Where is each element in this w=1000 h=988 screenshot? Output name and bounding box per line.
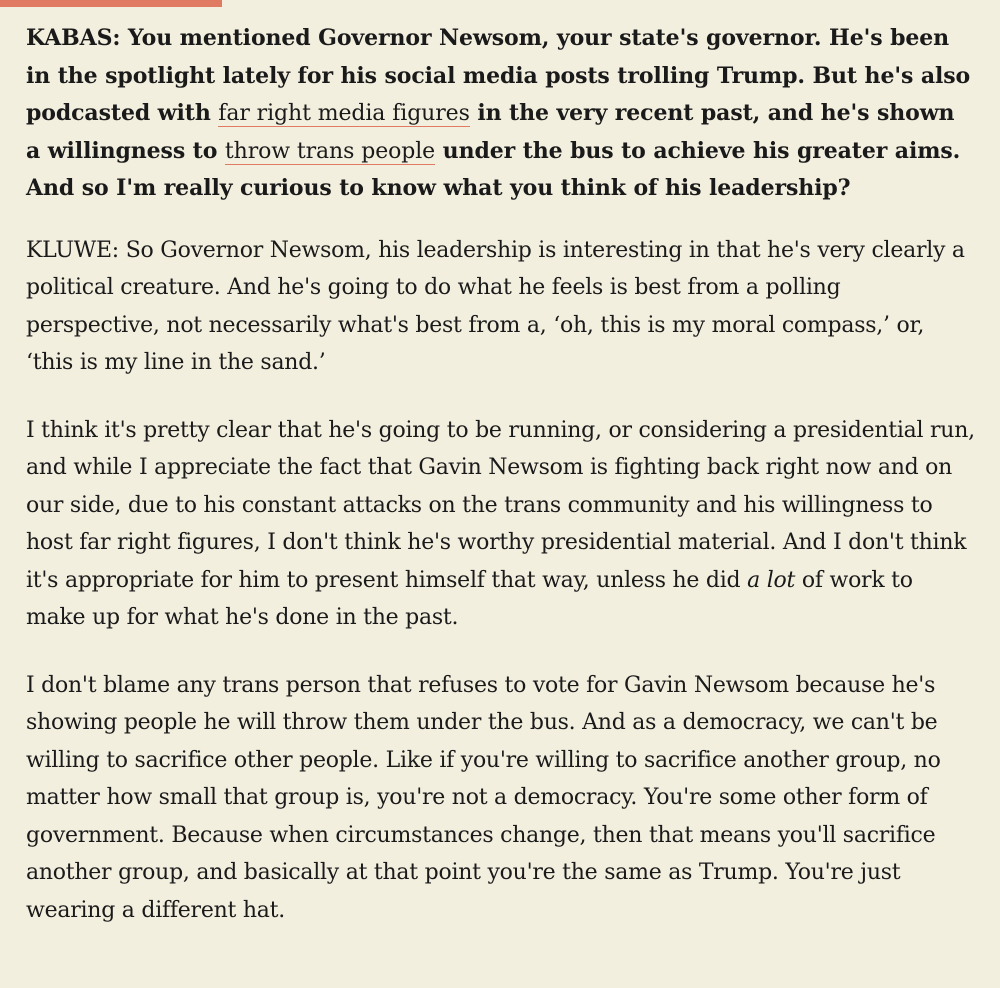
- interview-question: [26, 20, 976, 208]
- answer-paragraph-3: I don't blame any trans person that refuses to vote for Gavin Newsom because he's showing people he will throw them under the bus. And as a democracy, we can't be willing to sacrifice other people. Like if you're willing to sacrifice another group, no matter how small that group is, you're not a democracy. You're some other form of government. Because when circumstances change, then that means you'll sacrifice another group, and basically at that point you're the same as Trump. You're just wearing a different hat.: [26, 672, 941, 923]
- question-text-3: under the bus to achieve his greater aims. And so I'm really curious to know what you think of his leadership?: [26, 137, 961, 201]
- answer-paragraph-1: KLUWE: So Governor Newsom, his leadership is interesting in that he's very clearly a political creature. And he's going to do what he feels is best from a polling perspective, not necessarily what's best from a, ‘oh, this is my moral compass,’ or, ‘this is my line in the sand.’: [26, 237, 965, 375]
- question-text-1: KABAS: You mentioned Governor Newsom, your state's governor. He's been in the spotlight lately for his social media posts trolling Trump. But he's also podcasted with: [26, 25, 971, 126]
- emphasis-text: a lot: [747, 567, 796, 593]
- answer2-text-1: I think it's pretty clear that he's going to be running, or considering a presidential run, and while I appreciate the fact that Gavin Newsom is fighting back right now and on our side, due to his constant attacks on the trans community and his willingness to host far right figures, I don't think he's worthy presidential material. And I don't think it's appropriate for him to present himself that way, unless he did: [26, 417, 975, 593]
- question-text-2: in the very recent past, and he's shown a willingness to: [26, 100, 955, 164]
- throw-trans-people-link[interactable]: throw trans people: [224, 138, 436, 164]
- accent-bar: [0, 0, 222, 7]
- far-right-media-figures-link[interactable]: far right media figures: [218, 101, 470, 126]
- answer2-text-2: of work to make up for what he's done in the past.: [26, 567, 913, 630]
- answer-paragraph-2: [26, 412, 976, 637]
- article-body: [26, 20, 976, 929]
